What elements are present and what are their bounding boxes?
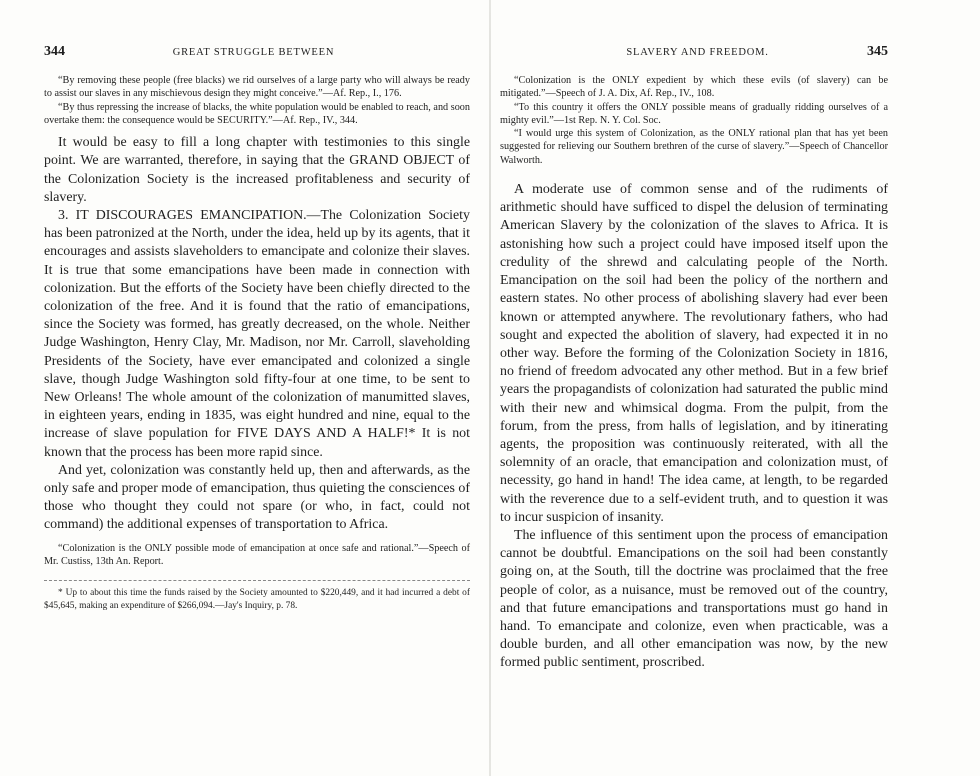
running-head-right: [500, 44, 888, 64]
body-paragraph: It would be easy to fill a long chapter with testimonies to this single point. We are warranted, therefore, in saying that the GRAND OBJECT of the Colonization Society is the increased profitableness and security of slavery.: [44, 135, 470, 205]
body-paragraph: The influence of this sentiment upon the process of emancipation cannot be doubtful. Emancipations on the soil had been constantly going on, at the South, till the doctrine was proclaimed that the free people of color, as a nuisance, must be removed out of the country, and that future emancipations and transportations must go hand in hand. To emancipate and colonize, even when practicable, was a double burden, and all other emancipation was now, by the new formed public sentiment, proscribed.: [500, 527, 888, 671]
quote-block: “Colonization is the ONLY expedient by which these evils (of slavery) can be mitigated.”—Speech of J. A. Dix, Af. Rep., IV., 108.: [500, 75, 888, 100]
body-paragraph: And yet, colonization was constantly held up, then and afterwards, as the only safe and proper mode of emancipation, thus quieting the consciences of those who thought they could not spare (or who, in fact, could not command) the additional expenses of transportation to Africa.: [44, 462, 470, 533]
page-number-right: 345: [867, 44, 888, 59]
running-head-title-right: SLAVERY AND FREEDOM.: [626, 47, 769, 58]
footnote-divider: [44, 580, 470, 581]
running-head-title-left: GREAT STRUGGLE BETWEEN: [172, 47, 335, 58]
quote-block: “Colonization is the ONLY possible mode of emancipation at once safe and rational.”—Speech of Mr. Custiss, 13th An. Report.: [44, 542, 470, 567]
footnote: * Up to about this time the funds raised by the Society amounted to $220,449, and it had incurred a debt of $45,645, making an expenditure of $266,094.—Jay's Inquiry, p. 78.: [44, 588, 470, 611]
quote-block: “By removing these people (free blacks) we rid ourselves of a large party who will always be ready to assist our slaves in any mischievous design they might conceive.”—Af. Rep., I., 176.: [44, 75, 470, 100]
body-paragraph: A moderate use of common sense and of the rudiments of arithmetic should have sufficed to dispel the delusion of terminating American Slavery by the colonization of the slaves to Africa. It is astonishing how such a project could have imposed itself upon the credulity of the shrewd and calculating people of the North. Emancipation on the soil had been the policy of the northern and eastern states. No other process of abolishing slavery had ever been known or attempted anywhere. The revolutionary fathers, who had sought and expected the abolition of slavery, had expected it in no other way. Before the forming of the Colonization Society in 1816, no friend of freedom advocated any other method. But in a few brief years the propagandists of colonization had saturated the public mind with their new and whimsical dogma. From the pulpit, from the forum, from the press, from halls of legislation, and by itinerating agents, the proposition was continuously reiterated, with all the solemnity of an oracle, that emancipation and colonization must, of necessity, go hand in hand! The idea came, at length, to be regarded with the reverence due to a self-evident truth, and to question it was to incur suspicion of insanity.: [500, 182, 888, 525]
running-head-left: [44, 44, 470, 64]
quote-block: “I would urge this system of Colonization, as the ONLY rational plan that has yet been suggested for relieving our Southern brethren of the curse of slavery.”—Speech of Chancellor Walworth.: [500, 128, 888, 166]
quote-block: “To this country it offers the ONLY possible means of gradually ridding ourselves of a mighty evil.”—1st Rep. N. Y. Col. Soc.: [500, 101, 888, 126]
quote-block: “By thus repressing the increase of blacks, the white population would be enabled to reach, and soon overtake them: the consequence would be SECURITY.”—Af. Rep., IV., 344.: [44, 101, 470, 126]
right-page: [490, 0, 980, 776]
page-number-left: 344: [44, 44, 65, 59]
body-paragraph: 3. IT DISCOURAGES EMANCIPATION.—The Colonization Society has been patronized at the North, under the idea, held up by its agents, that it encourages and assists slaveholders to emancipate and colonize their slaves. It is true that some emancipations have been made in connection with colonization. But the efforts of the Society have been chiefly directed to the colonization of the free. And it is found that the ratio of emancipations, since the Society was formed, has greatly decreased, on the whole. Neither Judge Washington, Henry Clay, Mr. Madison, nor Mr. Carroll, slaveholding Presidents of the Society, have ever emancipated and colonized a single slave, though Judge Washington sold fifty-four at one time, to be sent to New Orleans! The whole amount of the colonization of manumitted slaves, in eighteen years, ending in 1835, was eight hundred and nine, equal to the increase of slave population for FIVE DAYS AND A HALF!* It is not known that the process has been more rapid since.: [44, 208, 470, 460]
